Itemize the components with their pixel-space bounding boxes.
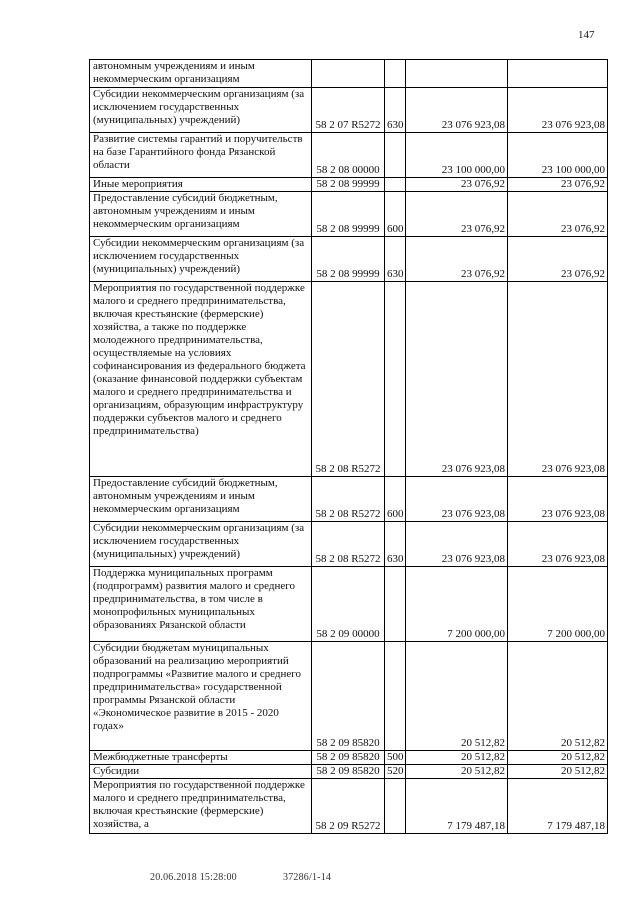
table-row — [90, 60, 608, 88]
table-row — [90, 477, 608, 522]
row-amount-2020: 20 512,82 — [508, 765, 608, 779]
row-expense-type — [385, 60, 406, 88]
row-amount-2019: 7 179 487,18 — [406, 779, 508, 834]
table-row — [90, 133, 608, 178]
row-name: Развитие системы гарантий и поручительств на базе Гарантийного фонда Рязанской области — [90, 133, 312, 178]
row-amount-2020: 23 076 923,08 — [508, 522, 608, 567]
row-amount-2020: 7 179 487,18 — [508, 779, 608, 834]
row-amount-2020 — [508, 60, 608, 88]
row-target-article: 58 2 08 00000 — [312, 133, 385, 178]
row-amount-2019: 23 076 923,08 — [406, 477, 508, 522]
row-expense-type — [385, 282, 406, 477]
row-amount-2020: 23 076 923,08 — [508, 477, 608, 522]
row-amount-2019 — [406, 60, 508, 88]
row-amount-2019: 23 076 923,08 — [406, 522, 508, 567]
row-target-article — [312, 60, 385, 88]
row-target-article: 58 2 09 85820 — [312, 751, 385, 765]
table-row — [90, 642, 608, 751]
row-expense-type: 630 — [385, 522, 406, 567]
table-row — [90, 751, 608, 765]
budget-table — [89, 59, 608, 834]
row-amount-2019: 7 200 000,00 — [406, 567, 508, 642]
row-name: Субсидии некоммерческим организациям (за исключением государственных (муниципальных) учреждений) — [90, 522, 312, 567]
row-name: Межбюджетные трансферты — [90, 751, 312, 765]
row-amount-2019: 23 100 000,00 — [406, 133, 508, 178]
row-target-article: 58 2 09 85820 — [312, 765, 385, 779]
row-amount-2020: 20 512,82 — [508, 642, 608, 751]
row-amount-2019: 20 512,82 — [406, 751, 508, 765]
row-name: Предоставление субсидий бюджетным, автономным учреждениям и иным некоммерческим организациям — [90, 477, 312, 522]
table-row — [90, 282, 608, 477]
row-expense-type: 600 — [385, 477, 406, 522]
row-target-article: 58 2 08 R5272 — [312, 522, 385, 567]
table-row — [90, 237, 608, 282]
row-target-article: 58 2 08 R5272 — [312, 282, 385, 477]
footer-date: 20.06.2018 15:28:00 — [150, 872, 237, 883]
row-amount-2019: 23 076 923,08 — [406, 88, 508, 133]
row-amount-2019: 23 076,92 — [406, 192, 508, 237]
row-expense-type: 630 — [385, 88, 406, 133]
row-expense-type — [385, 642, 406, 751]
row-name: Мероприятия по государственной поддержке малого и среднего предпринимательства, включая крестьянские (фермерские) хозяйства, а — [90, 779, 312, 834]
row-expense-type: 520 — [385, 765, 406, 779]
row-amount-2020: 20 512,82 — [508, 751, 608, 765]
row-name: Иные мероприятия — [90, 178, 312, 192]
row-target-article: 58 2 09 R5272 — [312, 779, 385, 834]
row-name: Поддержка муниципальных программ (подпрограмм) развития малого и среднего предпринимательства, в том числе в монопрофильных муниципальных образованиях Рязанской области — [90, 567, 312, 642]
row-target-article: 58 2 09 00000 — [312, 567, 385, 642]
row-target-article: 58 2 07 R5272 — [312, 88, 385, 133]
row-amount-2020: 23 076,92 — [508, 178, 608, 192]
table-row — [90, 765, 608, 779]
row-amount-2019: 20 512,82 — [406, 765, 508, 779]
row-amount-2020: 23 076 923,08 — [508, 88, 608, 133]
row-name: Предоставление субсидий бюджетным, автономным учреждениям и иным некоммерческим организациям — [90, 192, 312, 237]
row-expense-type: 500 — [385, 751, 406, 765]
row-target-article: 58 2 09 85820 — [312, 642, 385, 751]
table-row — [90, 192, 608, 237]
row-expense-type: 630 — [385, 237, 406, 282]
row-amount-2020: 23 076,92 — [508, 237, 608, 282]
table-row — [90, 178, 608, 192]
row-target-article: 58 2 08 99999 — [312, 237, 385, 282]
row-name: Субсидии некоммерческим организациям (за исключением государственных (муниципальных) учреждений) — [90, 88, 312, 133]
row-name: Субсидии — [90, 765, 312, 779]
table-row — [90, 522, 608, 567]
row-expense-type — [385, 178, 406, 192]
row-amount-2020: 23 100 000,00 — [508, 133, 608, 178]
row-amount-2019: 23 076 923,08 — [406, 282, 508, 477]
row-amount-2019: 23 076,92 — [406, 178, 508, 192]
row-amount-2020: 23 076 923,08 — [508, 282, 608, 477]
row-name: Субсидии бюджетам муниципальных образований на реализацию мероприятий подпрограммы «Развитие малого и среднего предпринимательства» государственной программы Рязанской области «Экономическое развитие в 2015 - 2020 годах» — [90, 642, 312, 751]
row-expense-type: 600 — [385, 192, 406, 237]
row-amount-2019: 23 076,92 — [406, 237, 508, 282]
row-amount-2020: 23 076,92 — [508, 192, 608, 237]
row-expense-type — [385, 133, 406, 178]
row-expense-type — [385, 567, 406, 642]
row-name: Субсидии некоммерческим организациям (за исключением государственных (муниципальных) учреждений) — [90, 237, 312, 282]
row-amount-2019: 20 512,82 — [406, 642, 508, 751]
table-row — [90, 567, 608, 642]
table-row — [90, 779, 608, 834]
row-amount-2020: 7 200 000,00 — [508, 567, 608, 642]
row-expense-type — [385, 779, 406, 834]
budget-table-body — [90, 60, 608, 834]
table-row — [90, 88, 608, 133]
row-name: автономным учреждениям и иным некоммерческим организациям — [90, 60, 312, 88]
footer-doc-number: 37286/1-14 — [283, 872, 332, 883]
row-target-article: 58 2 08 R5272 — [312, 477, 385, 522]
row-target-article: 58 2 08 99999 — [312, 192, 385, 237]
row-target-article: 58 2 08 99999 — [312, 178, 385, 192]
page-number: 147 — [578, 29, 595, 41]
row-name: Мероприятия по государственной поддержке малого и среднего предпринимательства, включая крестьянские (фермерские) хозяйства, а также по поддержке молодежного предпринимательства, осуществляемые на условиях софинансирования из федерального бюджета (оказание финансовой поддержки субъектам малого и среднего предпринимательства и организациям, образующим инфраструктуру поддержки субъектов малого и среднего предпринимательства) — [90, 282, 312, 477]
